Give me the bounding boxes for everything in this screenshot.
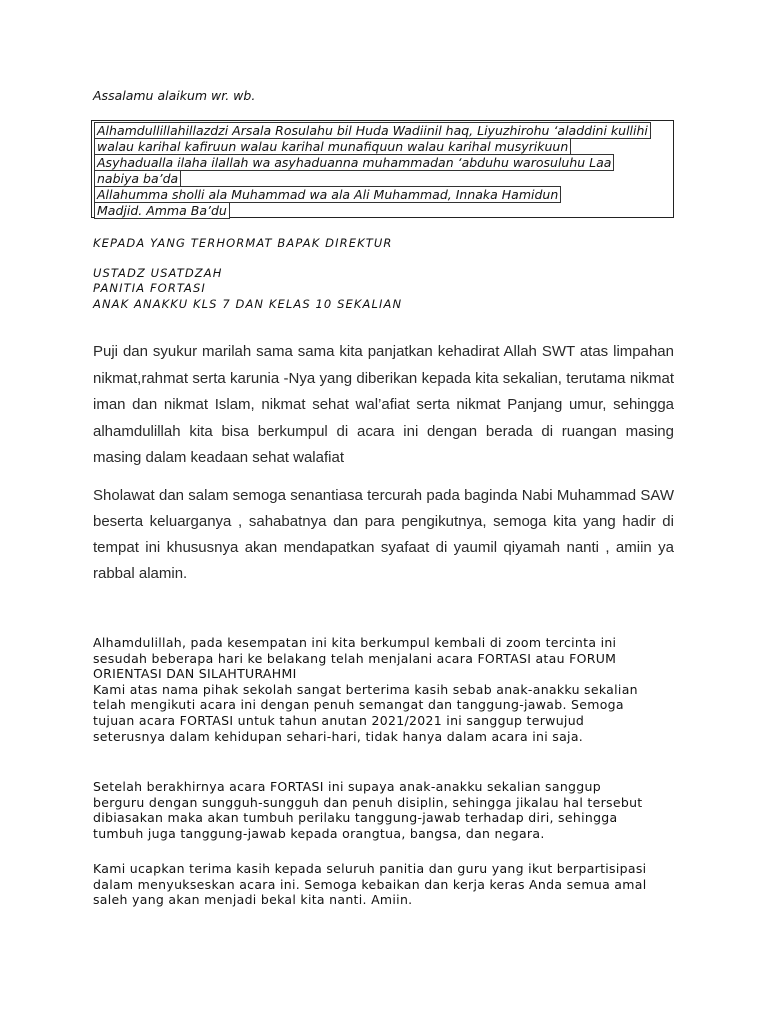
paragraph-sholawat: Sholawat dan salam semoga senantiasa tercurah pada baginda Nabi Muhammad SAW beserta keluarganya , sahabatnya dan para pengikutnya, semoga kita yang hadir di tempat ini khususnya akan mendapatkan syafaat di yaumil qiyamah nanti , amiin ya rabbal alamin. bbox=[93, 487, 674, 582]
address-line-director: KEPADA YANG TERHORMAT BAPAK DIREKTUR bbox=[93, 236, 393, 250]
opening-line: nabiya ba’da bbox=[94, 170, 181, 187]
address-line-committee: PANITIA FORTASI bbox=[93, 281, 206, 295]
paragraph-after-fortasi: Setelah berakhirnya acara FORTASI ini supaya anak-anakku sekalian sanggup berguru dengan sungguh-sungguh dan penuh disiplin, sehingga jikalau hal tersebut dibiasakan maka akan tumbuh perilaku tanggung-jawab terhadap diri, sehingga tumbuh juga tanggung-jawab kepada orangtua, bangsa, dan negara. bbox=[93, 779, 643, 841]
opening-line: Madjid. Amma Ba’du bbox=[94, 202, 230, 219]
paragraph-closing-thanks: Kami ucapkan terima kasih kepada seluruh panitia dan guru yang ikut berpartisipasi dalam menyukseskan acara ini. Semoga kebaikan dan kerja keras Anda semua amal saleh yang akan menjadi bekal kita nanti. Amiin. bbox=[93, 861, 647, 908]
paragraph-praise: Puji dan syukur marilah sama sama kita panjatkan kehadirat Allah SWT atas limpahan nikmat,rahmat serta karunia -Nya yang diberikan kepada kita sekalian, terutama nikmat iman dan nikmat Islam, nikmat sehat wal’afiat serta nikmat Panjang umur, sehingga alhamdulillah kita bisa berkumpul di acara ini dengan berada di ruangan masing masing dalam keadaan sehat walafiat bbox=[93, 343, 674, 466]
opening-line: Allahumma sholli ala Muhammad wa ala Ali Muhammad, Innaka Hamidun bbox=[94, 186, 561, 203]
opening-line: walau karihal kafiruun walau karihal munafiquun walau karihal musyrikuun bbox=[94, 138, 571, 155]
opening-prayer-box bbox=[91, 120, 674, 218]
address-line-teachers: USTADZ USATDZAH bbox=[93, 266, 223, 280]
opening-line: Asyhadualla ilaha ilallah wa asyhaduanna muhammadan ‘abduhu warosuluhu Laa bbox=[94, 154, 614, 171]
address-line-students: ANAK ANAKKU KLS 7 DAN KELAS 10 SEKALIAN bbox=[93, 297, 403, 311]
opening-line: Alhamdullillahillazdzi Arsala Rosulahu bil Huda Wadiinil haq, Liyuzhirohu ‘aladdini kullihi bbox=[94, 122, 651, 139]
paragraph-fortasi-thanks: Alhamdulillah, pada kesempatan ini kita berkumpul kembali di zoom tercinta ini sesudah beberapa hari ke belakang telah menjalani acara FORTASI atau FORUM ORIENTASI DAN SILAHTURAHMI Kami atas nama pihak sekolah sangat berterima kasih sebab anak-anakku sekalian telah mengikuti acara ini dengan penuh semangat dan tanggung-jawab. Semoga tujuan acara FORTASI untuk tahun anutan 2021/2021 ini sanggup terwujud seterusnya dalam kehidupan sehari-hari, tidak hanya dalam acara ini saja. bbox=[93, 635, 638, 744]
greeting-text: Assalamu alaikum wr. wb. bbox=[93, 88, 256, 103]
